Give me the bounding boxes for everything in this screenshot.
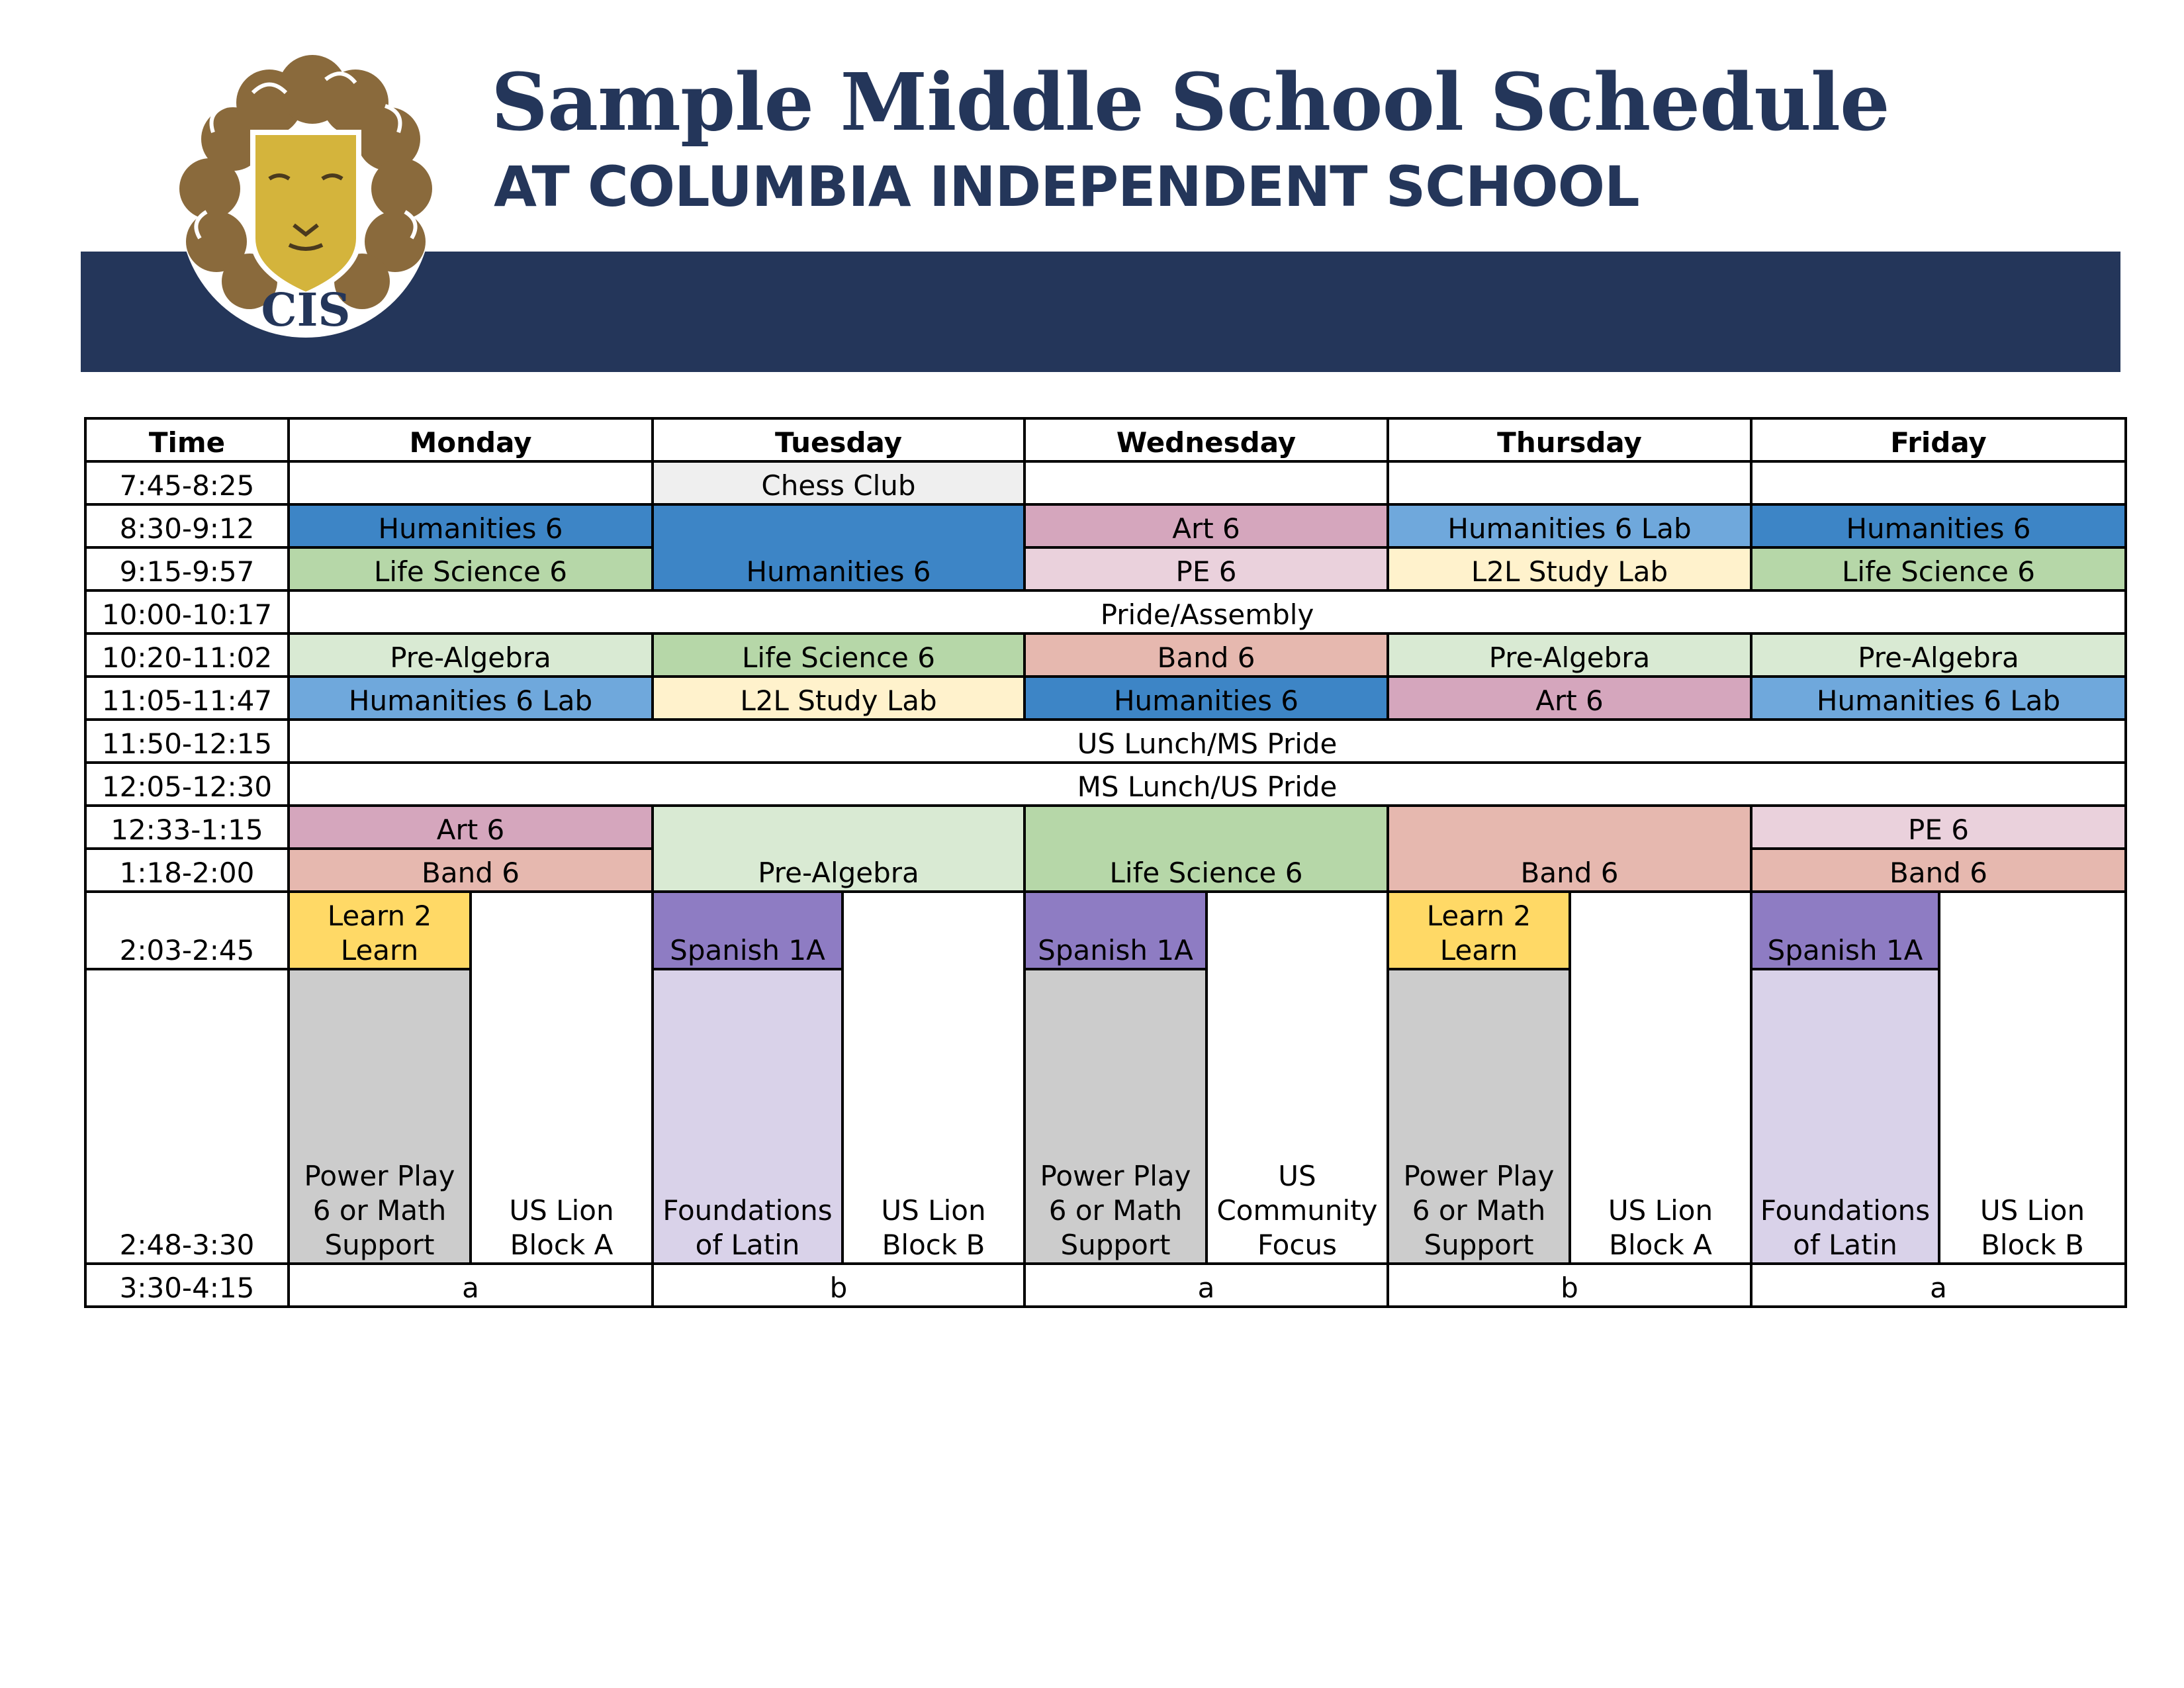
class-cell: Humanities 6 [653, 504, 1024, 590]
class-cell: Band 6 [1388, 806, 1751, 892]
class-cell: Spanish 1A [1024, 892, 1206, 969]
class-cell: Art 6 [1388, 677, 1751, 720]
empty-cell [1388, 461, 1751, 504]
us-lunch-cell: US Lunch/MS Pride [289, 720, 2126, 763]
class-cell: Spanish 1A [653, 892, 842, 969]
class-cell: US Lion Block A [1570, 892, 1751, 1264]
class-cell: Band 6 [1751, 849, 2126, 892]
class-cell: US Lion Block B [1939, 892, 2126, 1264]
time-cell: 2:03-2:45 [85, 892, 289, 969]
time-cell: 12:33-1:15 [85, 806, 289, 849]
class-cell: PE 6 [1751, 806, 2126, 849]
class-cell: Pre-Algebra [289, 633, 653, 677]
schedule-table [84, 417, 2127, 1308]
time-cell: 1:18-2:00 [85, 849, 289, 892]
time-cell: 12:05-12:30 [85, 763, 289, 806]
class-cell: PE 6 [1024, 547, 1388, 590]
logo-text: CIS [261, 284, 351, 337]
class-cell: L2L Study Lab [653, 677, 1024, 720]
class-cell: Pre-Algebra [653, 806, 1024, 892]
page-subtitle: AT COLUMBIA INDEPENDENT SCHOOL [494, 154, 1639, 219]
class-cell: Learn 2 Learn [1388, 892, 1570, 969]
pride-assembly-cell: Pride/Assembly [289, 590, 2126, 633]
class-cell: Life Science 6 [1751, 547, 2126, 590]
class-cell: Power Play 6 or Math Support [289, 969, 471, 1264]
class-cell: Humanities 6 Lab [1388, 504, 1751, 547]
time-cell: 11:05-11:47 [85, 677, 289, 720]
class-cell: Humanities 6 Lab [1751, 677, 2126, 720]
chess-club-cell: Chess Club [653, 461, 1024, 504]
header-time: Time [85, 418, 289, 461]
class-cell: L2L Study Lab [1388, 547, 1751, 590]
time-cell: 9:15-9:57 [85, 547, 289, 590]
header-wednesday: Wednesday [1024, 418, 1388, 461]
ms-lunch-cell: MS Lunch/US Pride [289, 763, 2126, 806]
lion-logo [154, 40, 458, 344]
class-cell: Art 6 [289, 806, 653, 849]
late-cell: b [653, 1264, 1024, 1307]
late-cell: a [289, 1264, 653, 1307]
header-friday: Friday [1751, 418, 2126, 461]
class-cell: Band 6 [289, 849, 653, 892]
class-cell: Humanities 6 Lab [289, 677, 653, 720]
class-cell: Humanities 6 [1024, 677, 1388, 720]
late-cell: a [1024, 1264, 1388, 1307]
class-cell: Humanities 6 [1751, 504, 2126, 547]
time-cell: 10:20-11:02 [85, 633, 289, 677]
late-cell: a [1751, 1264, 2126, 1307]
class-cell: Humanities 6 [289, 504, 653, 547]
empty-cell [289, 461, 653, 504]
class-cell: Power Play 6 or Math Support [1388, 969, 1570, 1264]
time-cell: 10:00-10:17 [85, 590, 289, 633]
class-cell: US Community Focus [1206, 892, 1388, 1264]
empty-cell [1751, 461, 2126, 504]
class-cell: Spanish 1A [1751, 892, 1939, 969]
class-cell: US Lion Block B [842, 892, 1024, 1264]
late-cell: b [1388, 1264, 1751, 1307]
time-cell: 7:45-8:25 [85, 461, 289, 504]
class-cell: Learn 2 Learn [289, 892, 471, 969]
time-cell: 3:30-4:15 [85, 1264, 289, 1307]
class-cell: US Lion Block A [471, 892, 653, 1264]
page-title: Sample Middle School Schedule [491, 56, 1889, 149]
time-cell: 2:48-3:30 [85, 969, 289, 1264]
class-cell: Pre-Algebra [1388, 633, 1751, 677]
header-monday: Monday [289, 418, 653, 461]
time-cell: 8:30-9:12 [85, 504, 289, 547]
header-thursday: Thursday [1388, 418, 1751, 461]
class-cell: Foundations of Latin [1751, 969, 1939, 1264]
class-cell: Band 6 [1024, 633, 1388, 677]
empty-cell [1024, 461, 1388, 504]
class-cell: Life Science 6 [289, 547, 653, 590]
class-cell: Life Science 6 [653, 633, 1024, 677]
class-cell: Pre-Algebra [1751, 633, 2126, 677]
time-cell: 11:50-12:15 [85, 720, 289, 763]
class-cell: Art 6 [1024, 504, 1388, 547]
class-cell: Power Play 6 or Math Support [1024, 969, 1206, 1264]
header-tuesday: Tuesday [653, 418, 1024, 461]
class-cell: Foundations of Latin [653, 969, 842, 1264]
class-cell: Life Science 6 [1024, 806, 1388, 892]
